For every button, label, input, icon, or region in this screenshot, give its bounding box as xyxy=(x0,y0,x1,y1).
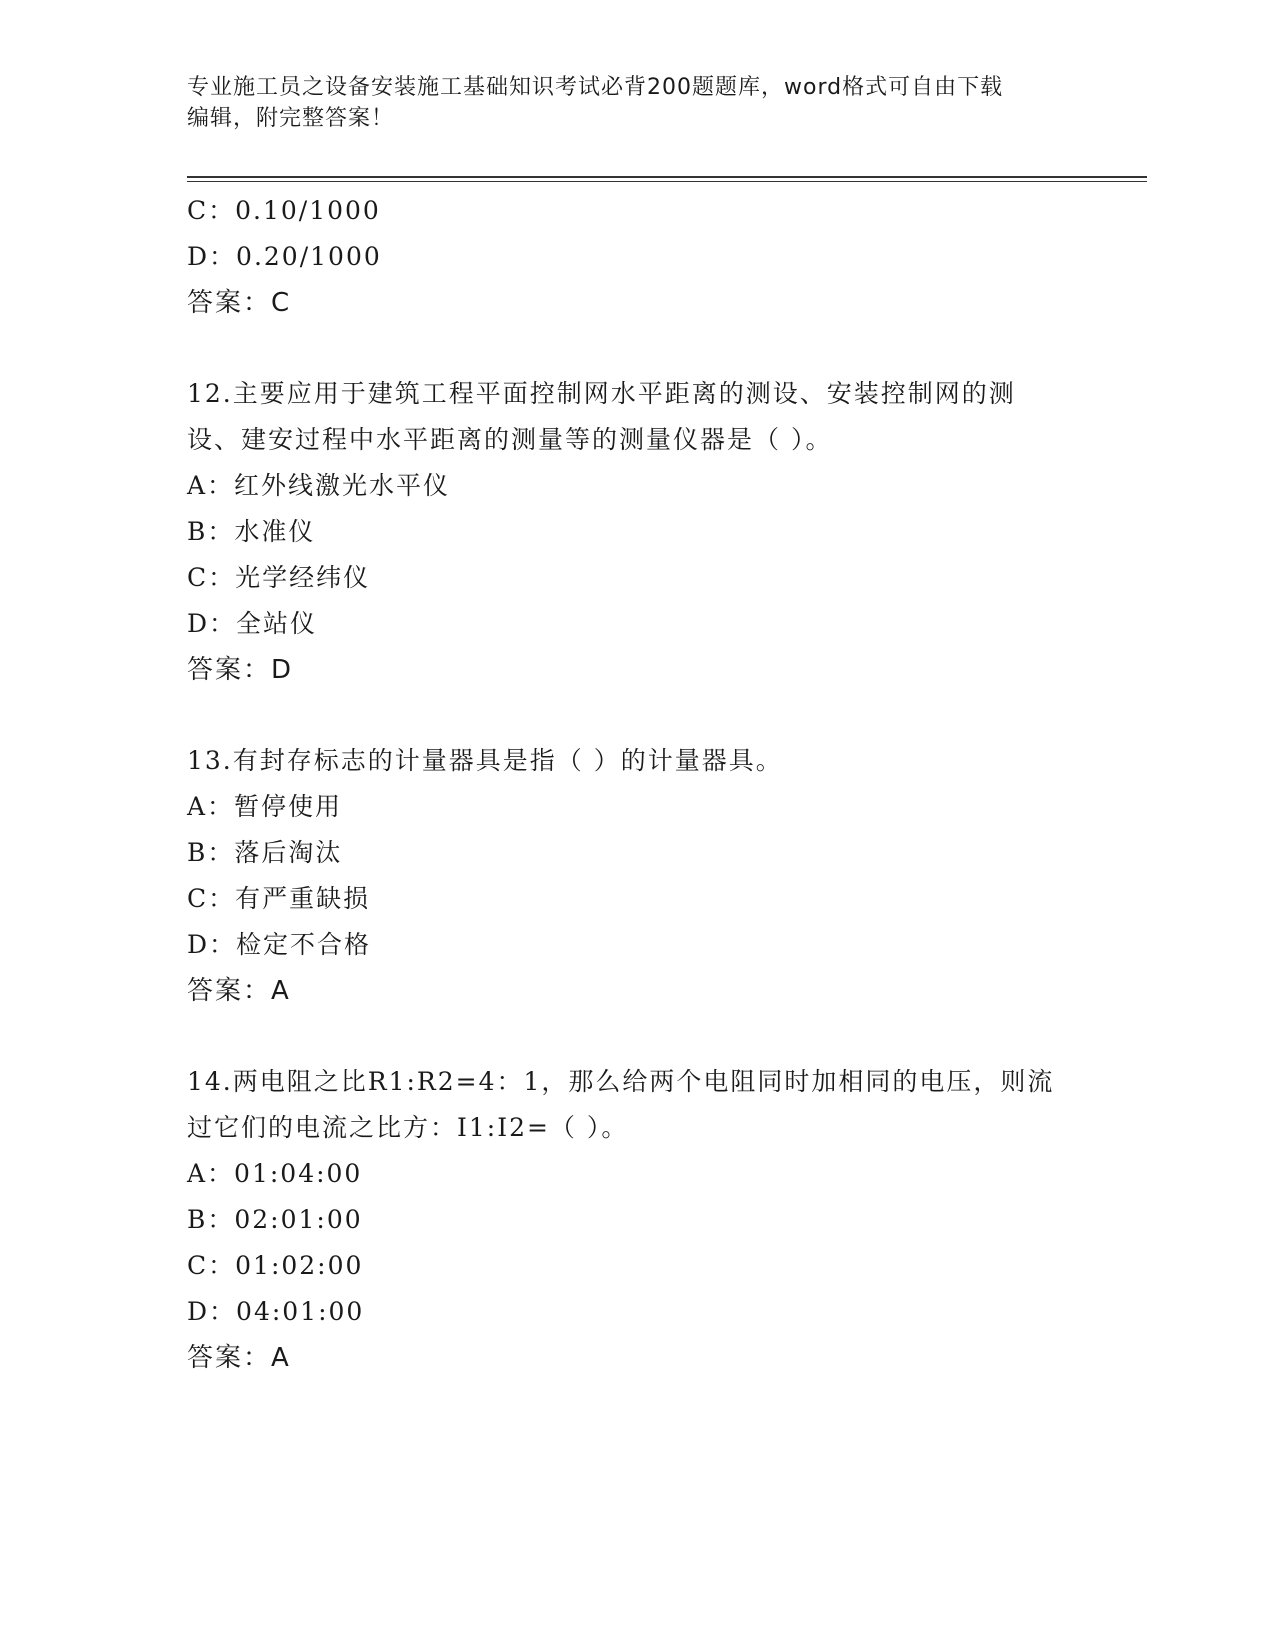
q14-stem-line-1: 14.两电阻之比R1:R2=4：1，那么给两个电阻同时加相同的电压，则流 xyxy=(187,1067,1055,1096)
header-line-1: 专业施工员之设备安装施工基础知识考试必背200题题库，word格式可自由下载 xyxy=(187,75,1004,100)
q13-option-d: D：检定不合格 xyxy=(187,930,372,959)
q11-option-d: D：0.20/1000 xyxy=(187,242,382,271)
question-14 xyxy=(187,1059,1087,1381)
spacer xyxy=(187,693,1087,738)
document-header xyxy=(187,72,1087,134)
header-rule-thin xyxy=(187,181,1147,182)
q12-option-d: D：全站仪 xyxy=(187,609,318,638)
q14-option-c: C：01:02:00 xyxy=(187,1251,364,1280)
q14-answer: 答案：A xyxy=(187,1343,291,1373)
q14-option-a: A：01:04:00 xyxy=(187,1159,363,1188)
spacer xyxy=(187,1014,1087,1059)
spacer xyxy=(187,326,1087,371)
header-line-2: 编辑，附完整答案！ xyxy=(187,106,395,131)
q14-option-b: B：02:01:00 xyxy=(187,1205,363,1234)
q13-option-a: A：暂停使用 xyxy=(187,792,343,821)
q12-option-a: A：红外线激光水平仪 xyxy=(187,471,451,500)
question-list xyxy=(187,188,1087,1381)
question-12 xyxy=(187,371,1087,693)
q12-option-c: C：光学经纬仪 xyxy=(187,563,371,592)
q13-option-c: C：有严重缺损 xyxy=(187,884,371,913)
q14-stem-line-2: 过它们的电流之比方：I1:I2=（ ）。 xyxy=(187,1113,629,1142)
question-13 xyxy=(187,738,1087,1014)
q12-stem-line-1: 12.主要应用于建筑工程平面控制网水平距离的测设、安装控制网的测 xyxy=(187,379,1016,408)
q11-answer: 答案：C xyxy=(187,288,292,318)
q13-stem-line-1: 13.有封存标志的计量器具是指（ ）的计量器具。 xyxy=(187,746,783,775)
q13-option-b: B：落后淘汰 xyxy=(187,838,343,867)
q14-option-d: D：04:01:00 xyxy=(187,1297,365,1326)
q12-option-b: B：水准仪 xyxy=(187,517,316,546)
q11-option-c: C：0.10/1000 xyxy=(187,196,381,225)
q12-stem-line-2: 设、建安过程中水平距离的测量等的测量仪器是（ ）。 xyxy=(187,425,833,454)
q12-answer: 答案：D xyxy=(187,655,294,685)
question-11-tail xyxy=(187,188,1087,326)
q13-answer: 答案：A xyxy=(187,976,291,1006)
header-rule-thick xyxy=(187,176,1147,178)
